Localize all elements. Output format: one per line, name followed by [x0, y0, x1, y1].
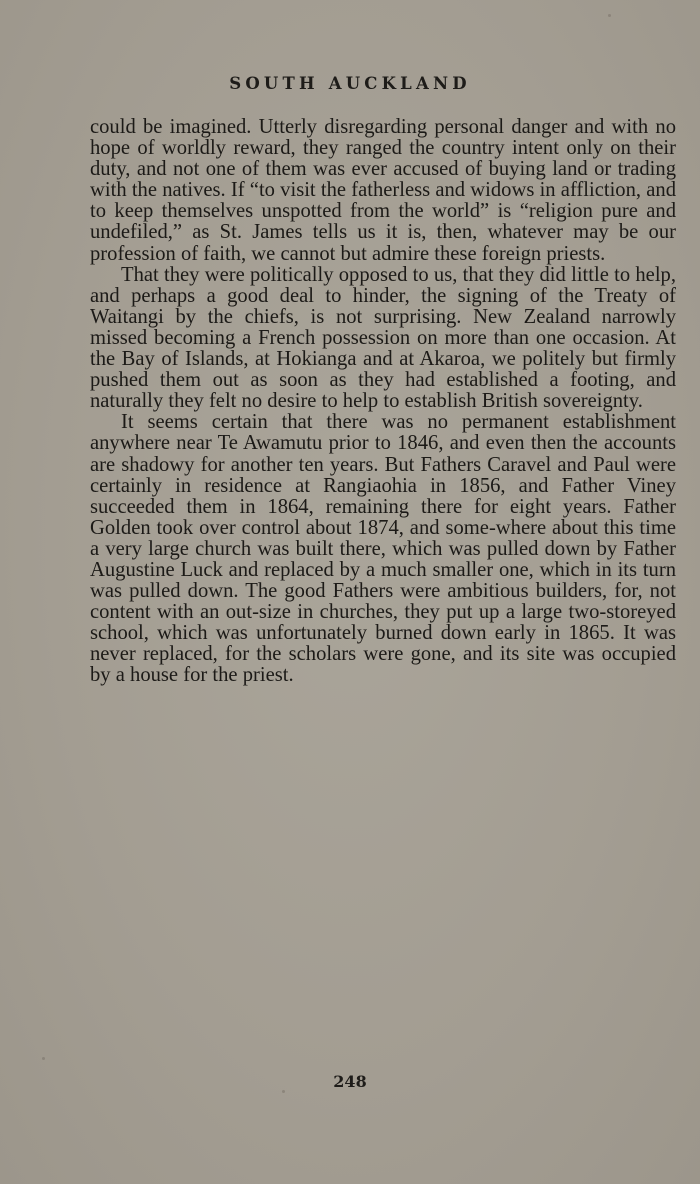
paper-speck [608, 14, 611, 17]
paper-speck [282, 1090, 285, 1093]
paper-speck [42, 1057, 45, 1060]
body-text [90, 117, 676, 687]
paragraph-2: That they were politically opposed to us, that they did little to help, and perhaps a good deal to hinder, the signing of the Treaty of Waitangi by the chiefs, is not surprising. New Zealand narrowly missed becoming a French possession on more than one occasion. At the Bay of Islands, at Hokianga and at Akaroa, we politely but firmly pushed them out as soon as they had established a footing, and naturally they felt no desire to help to establish British sovereignty. [90, 263, 676, 413]
page-number: 248 [333, 1072, 367, 1091]
paragraph-3: It seems certain that there was no permanent establishment anywhere near Te Awamutu prior to 1846, and even then the accounts are shadowy for another ten years. But Fathers Caravel and Paul were certainly in residence at Rangiaohia in 1856, and Father Viney succeeded them in 1864, remaining there for eight years. Father Golden took over control about 1874, and some-where about this time a very large church was built there, which was pulled down by Father Augustine Luck and replaced by a much smaller one, which in its turn was pulled down. The good Fathers were ambitious builders, for, not content with an out-size in churches, they put up a large two-storeyed school, which was unfortunately burned down early in 1865. It was never replaced, for the scholars were gone, and its site was occupied by a house for the priest. [90, 411, 676, 687]
running-head: SOUTH AUCKLAND [229, 74, 471, 93]
paragraph-1: could be imagined. Utterly disregarding personal danger and with no hope of worldly reward, they ranged the country intent only on their duty, and not one of them was ever accused of buying land or trading with the natives. If “to visit the fatherless and widows in affliction, and to keep themselves unspotted from the world” is “religion pure and undefiled,” as St. James tells us it is, then, whatever may be our profession of faith, we cannot but admire these foreign priests. [90, 116, 676, 265]
